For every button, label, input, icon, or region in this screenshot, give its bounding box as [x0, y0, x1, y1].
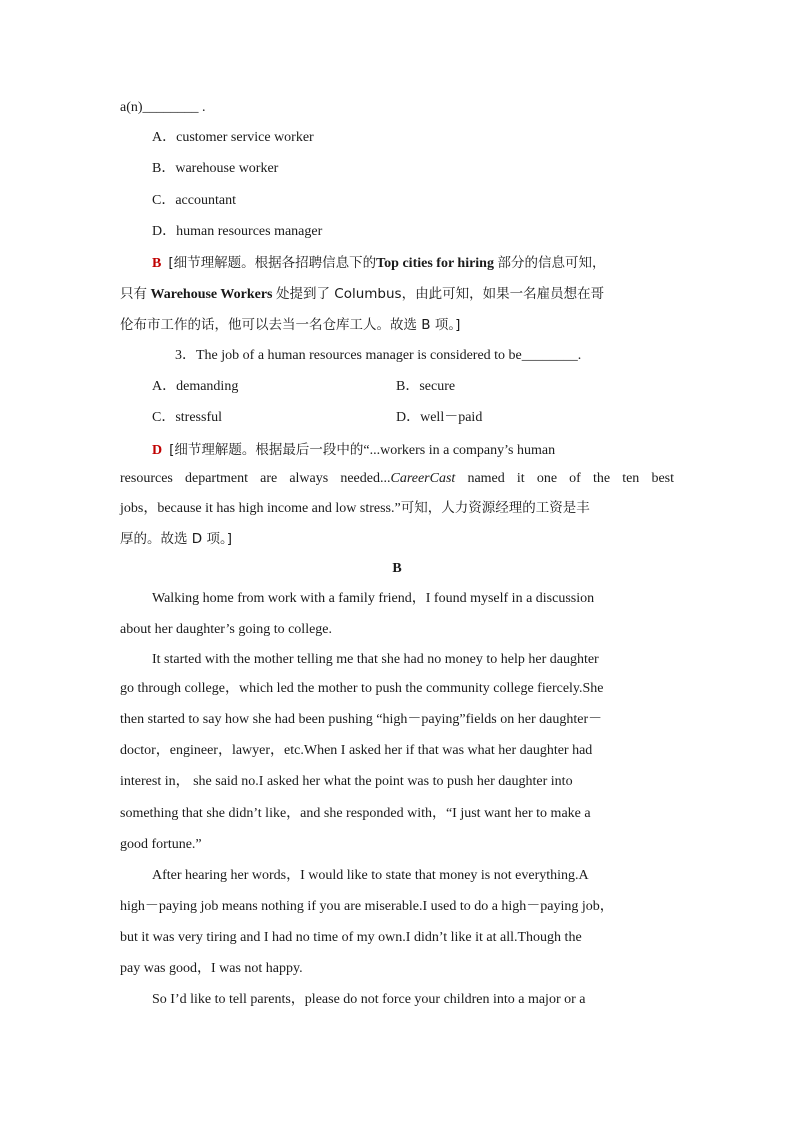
- answer-letter: B: [152, 256, 162, 271]
- explanation-line: 厚的。故选 D 项。]: [120, 531, 232, 547]
- passage-line: about her daughter’s going to college.: [120, 622, 333, 637]
- option-d: D．well－paid: [396, 410, 483, 425]
- option-b: B．warehouse worker: [152, 161, 279, 176]
- passage-line: It started with the mother telling me that she had no money to help her daughter: [152, 652, 599, 667]
- passage-line: doctor，engineer，lawyer，etc.When I asked her if that was what her daughter had: [120, 743, 593, 758]
- passage-line: but it was very tiring and I had no time of my own.I didn’t like it at all.Though the: [120, 930, 582, 945]
- passage-line: After hearing her words，I would like to state that money is not everything.A: [152, 868, 589, 883]
- option-c: C．accountant: [152, 193, 236, 208]
- explanation-line: B [细节理解题。根据各招聘信息下的Top cities for hiring 部分的信息可知，: [152, 255, 606, 271]
- answer-letter: D: [152, 443, 163, 458]
- explanation-line: resources department are always needed...CareerCast named it one of the ten best: [120, 471, 674, 486]
- passage-line: then started to say how she had been pushing “high－paying”fields on her daughter－: [120, 712, 603, 727]
- explanation-line: jobs，because it has high income and low stress.”可知，人力资源经理的工资是丰: [120, 500, 590, 516]
- passage-line: Walking home from work with a family friend，I found myself in a discussion: [152, 591, 595, 606]
- passage-line: something that she didn’t like，and she responded with，“I just want her to make a: [120, 806, 591, 821]
- passage-line: high－paying job means nothing if you are miserable.I used to do a high－paying job，: [120, 899, 614, 914]
- option-a: A．customer service worker: [152, 130, 314, 145]
- explanation-line: D [细节理解题。根据最后一段中的“...workers in a company’s human: [152, 442, 556, 458]
- option-a: A．demanding: [152, 379, 239, 394]
- question-stem-tail: a(n)________ .: [120, 100, 206, 115]
- section-title: B: [392, 561, 402, 576]
- question-3-stem: 3．The job of a human resources manager is considered to be________.: [175, 348, 582, 363]
- option-d: D．human resources manager: [152, 224, 323, 239]
- passage-line: pay was good，I was not happy.: [120, 961, 303, 976]
- option-b: B．secure: [396, 379, 456, 394]
- passage-line: go through college，which led the mother to push the community college fiercely.She: [120, 681, 604, 696]
- explanation-line: 只有 Warehouse Workers 处提到了 Columbus，由此可知，如果一名雇员想在哥: [120, 286, 605, 302]
- option-c: C．stressful: [152, 410, 222, 425]
- explanation-line: 伦布市工作的话，他可以去当一名仓库工人。故选 B 项。]: [120, 317, 461, 333]
- passage-line: interest in， she said no.I asked her what the point was to push her daughter into: [120, 774, 573, 789]
- passage-line: So I’d like to tell parents，please do not force your children into a major or a: [152, 992, 586, 1007]
- passage-line: good fortune.”: [120, 837, 202, 852]
